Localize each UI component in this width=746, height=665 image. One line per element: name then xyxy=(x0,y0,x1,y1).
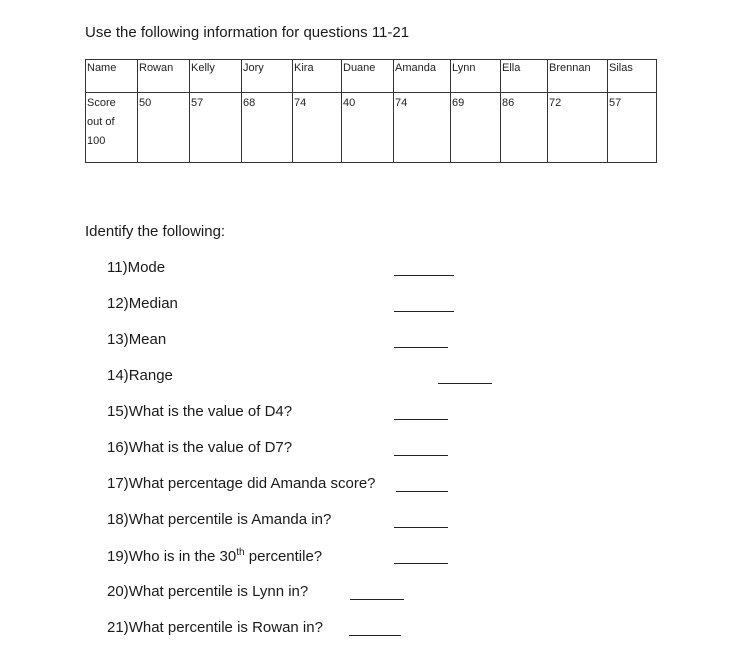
question-number: 14) xyxy=(107,367,129,384)
question-number: 21) xyxy=(107,619,129,636)
student-name-cell: Kelly xyxy=(190,60,242,93)
question-text: Mean xyxy=(128,331,167,348)
question-number: 19) xyxy=(107,548,129,565)
question-text: What percentage did Amanda score? xyxy=(128,475,376,492)
question-number: 16) xyxy=(107,439,129,456)
answer-blank-18[interactable] xyxy=(394,527,448,528)
question-number: 15) xyxy=(107,403,129,420)
question-11 xyxy=(107,259,165,276)
question-12 xyxy=(107,295,178,312)
score-header-cell xyxy=(86,93,138,163)
student-score-cell: 50 xyxy=(138,93,190,163)
question-text: What percentile is Lynn in? xyxy=(128,583,309,600)
student-score-cell: 57 xyxy=(190,93,242,163)
question-text: What is the value of D7? xyxy=(128,439,293,456)
name-header-cell: Name xyxy=(86,60,138,93)
answer-blank-13[interactable] xyxy=(394,347,448,348)
student-name-cell: Lynn xyxy=(451,60,501,93)
identify-label: Identify the following: xyxy=(85,223,226,240)
answer-blank-11[interactable] xyxy=(394,275,454,276)
score-header-line: 100 xyxy=(87,135,106,147)
student-score-cell: 57 xyxy=(608,93,657,163)
question-number: 20) xyxy=(107,583,129,600)
question-text: Who is in the 30 xyxy=(128,548,237,565)
student-name-cell: Rowan xyxy=(138,60,190,93)
question-15 xyxy=(107,403,292,420)
question-13 xyxy=(107,331,166,348)
answer-blank-14[interactable] xyxy=(438,383,492,384)
question-text: What percentile is Amanda in? xyxy=(128,511,332,528)
student-name-cell: Duane xyxy=(342,60,394,93)
student-score-cell: 69 xyxy=(451,93,501,163)
answer-blank-16[interactable] xyxy=(394,455,448,456)
question-text: What is the value of D4? xyxy=(128,403,293,420)
student-score-cell: 86 xyxy=(501,93,548,163)
answer-blank-21[interactable] xyxy=(349,635,401,636)
score-header-line: out of xyxy=(87,116,115,128)
table-row-names xyxy=(86,60,657,93)
answer-blank-19[interactable] xyxy=(394,563,448,564)
question-14 xyxy=(107,367,173,384)
question-text: Range xyxy=(128,367,173,384)
student-name-cell: Silas xyxy=(608,60,657,93)
answer-blank-17[interactable] xyxy=(396,491,448,492)
student-score-cell: 74 xyxy=(394,93,451,163)
student-name-cell: Jory xyxy=(242,60,293,93)
question-21 xyxy=(107,619,323,636)
question-20 xyxy=(107,583,308,600)
question-text: What percentile is Rowan in? xyxy=(128,619,323,636)
question-number: 11) xyxy=(107,259,128,276)
score-header-line: Score xyxy=(87,97,116,109)
answer-blank-15[interactable] xyxy=(394,419,448,420)
student-name-cell: Ella xyxy=(501,60,548,93)
student-score-cell: 72 xyxy=(548,93,608,163)
question-text: Mode xyxy=(127,259,166,276)
question-number: 17) xyxy=(107,475,129,492)
student-score-cell: 68 xyxy=(242,93,293,163)
student-name-cell: Brennan xyxy=(548,60,608,93)
answer-blank-20[interactable] xyxy=(350,599,404,600)
question-text: percentile? xyxy=(244,548,323,565)
student-name-cell: Kira xyxy=(293,60,342,93)
question-18 xyxy=(107,511,331,528)
student-name-cell: Amanda xyxy=(394,60,451,93)
table-row-scores xyxy=(86,93,657,163)
student-score-cell: 40 xyxy=(342,93,394,163)
question-number: 13) xyxy=(107,331,129,348)
question-number: 18) xyxy=(107,511,129,528)
answer-blank-12[interactable] xyxy=(394,311,454,312)
student-score-cell: 74 xyxy=(293,93,342,163)
question-19 xyxy=(107,547,322,565)
question-16 xyxy=(107,439,292,456)
ordinal-superscript: th xyxy=(236,547,245,558)
question-number: 12) xyxy=(107,295,129,312)
worksheet-heading: Use the following information for questions 11-21 xyxy=(85,24,410,41)
question-17 xyxy=(107,475,376,492)
question-text: Median xyxy=(128,295,178,312)
scores-table xyxy=(85,59,657,163)
